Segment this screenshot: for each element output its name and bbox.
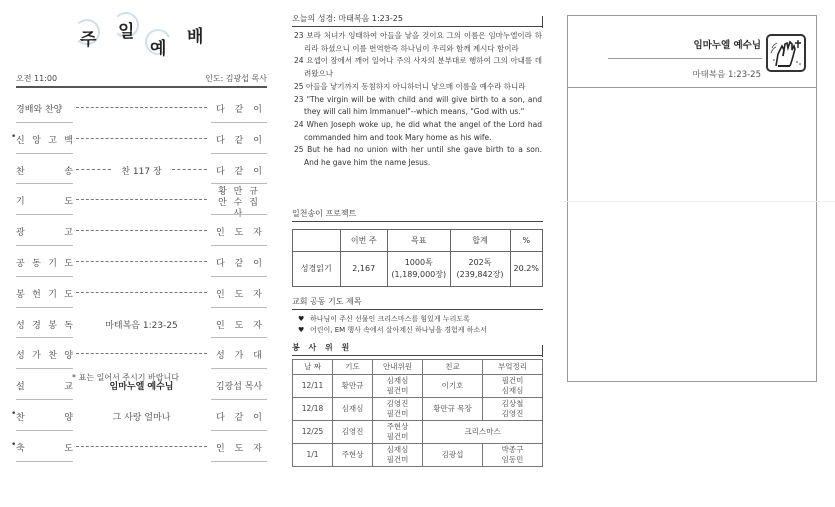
project-percent: 20.2% [510, 252, 543, 287]
verse: 25 아들을 낳기까지 동침하지 아니하더니 낳으매 이름을 예수라 하니라 [294, 81, 526, 91]
staff-table-header [293, 360, 543, 375]
service-time: 오전 11:00 [16, 74, 58, 83]
dashed-leader [76, 199, 207, 200]
order-responsible: 김광섭 목사 [215, 382, 263, 393]
staff-usher-name: 필건미 [386, 432, 409, 441]
order-responsible-char: 같 [234, 135, 244, 146]
project-header-cell: 목표 [388, 230, 451, 252]
order-responsible-char: 도 [234, 228, 244, 239]
order-row [16, 308, 267, 339]
service-leader: 인도: 김광섭 목사 [205, 74, 267, 83]
order-responsible-char: 같 [234, 105, 244, 115]
order-responsible-char: 같 [234, 412, 244, 423]
order-label-char: 송 [64, 166, 73, 177]
order-responsible [211, 410, 267, 423]
order-label [16, 194, 73, 207]
order-responsible-char: 다 [215, 135, 225, 146]
scripture-heading: 오늘의 성경: 마태복음 1:23-25 [292, 13, 543, 27]
staff-usher-name: 필건미 [386, 386, 409, 395]
order-row [11, 400, 267, 431]
standing-note: * 표는 일어서 주시기 바랍니다 [72, 373, 179, 382]
sermon-reference: 마태복음 1:23-25 [692, 70, 761, 80]
staff-header-cell: 부엌정리 [483, 360, 543, 375]
dashed-leader [76, 446, 207, 447]
order-row [16, 277, 267, 308]
order-responsible-line: 황 만 규 [218, 187, 260, 198]
order-row [11, 123, 267, 154]
order-label [16, 318, 73, 331]
staff-fellowship: 황만규 목장 [423, 398, 483, 421]
order-row [16, 338, 267, 369]
cover-divider [608, 58, 762, 59]
fold-line [560, 201, 835, 202]
staff-usher [373, 375, 423, 398]
project-this-week: 2,167 [340, 252, 388, 287]
order-label-char: 도 [64, 443, 73, 454]
order-responsible-char: 인 [215, 289, 225, 300]
staff-kitchen [483, 398, 543, 421]
staff-prayer: 김영진 [333, 421, 373, 444]
order-row [16, 215, 267, 246]
prayer-heading: 교회 공동 기도 제목 [292, 296, 543, 310]
staff-usher-name: 필건미 [386, 455, 409, 464]
project-row-label: 성경읽기 [293, 252, 341, 287]
dashed-leader [76, 292, 207, 293]
staff-usher [373, 421, 423, 444]
order-label-char: 봉 [48, 320, 57, 331]
verse: 25 But he had no union with her until she gave birth to a son. And he gave him the name Jesus. [294, 145, 542, 168]
order-responsible-char: 다 [215, 105, 225, 115]
staff-kitchen [483, 375, 543, 398]
order-responsible-char: 인 [215, 228, 225, 239]
title-char: 예 [150, 39, 167, 59]
staff-header-cell: 날 짜 [293, 360, 333, 375]
project-total [450, 252, 510, 287]
staff-usher-name: 김영진 [386, 399, 409, 408]
order-responsible-char: 대 [253, 351, 262, 362]
order-responsible-char: 다 [215, 166, 225, 177]
staff-kitchen [483, 444, 543, 467]
order-label-char: 성 [16, 320, 25, 331]
staff-row [293, 375, 543, 398]
order-responsible-char: 자 [253, 289, 262, 300]
order-label [16, 102, 73, 115]
title-char: 배 [187, 27, 204, 47]
staff-prayer: 주현상 [333, 444, 373, 467]
project-table [292, 229, 543, 287]
order-responsible [211, 318, 267, 331]
project-header-cell [293, 230, 341, 252]
dashed-leader [76, 107, 207, 108]
order-label [11, 408, 73, 423]
order-responsible-char: 도 [234, 443, 244, 454]
staff-kitchen-name: 김영진 [501, 409, 524, 418]
order-responsible-char: 가 [234, 351, 244, 362]
order-responsible-char: 도 [234, 320, 244, 331]
order-label-char: 설 [16, 382, 25, 393]
sermon-title: 임마누엘 예수님 [693, 40, 761, 51]
order-label-char: 백 [64, 135, 73, 146]
order-responsible-char: 같 [234, 166, 244, 177]
staff-row [293, 398, 543, 421]
order-label-char: 봉 [16, 289, 25, 300]
staff-usher-name: 심재심 [386, 445, 409, 454]
dashed-leader [76, 230, 207, 231]
staff-kitchen-name: 필건미 [501, 376, 524, 385]
order-label-char: 도 [64, 197, 73, 208]
order-row [16, 92, 267, 123]
order-label [16, 287, 73, 300]
project-goal [388, 252, 451, 287]
staff-date: 12/18 [293, 398, 333, 421]
order-label-char: 경배와 찬양 [16, 105, 63, 115]
staff-usher-name: 주현상 [386, 422, 409, 431]
staff-prayer: 심재심 [333, 398, 373, 421]
verse: 23 "The virgin will be with child and will give birth to a son, and they will call him Immanuel"--which means, "God with us." [294, 94, 542, 117]
staff-usher [373, 444, 423, 467]
staff-kitchen-name: 임동민 [501, 455, 524, 464]
heart-icon: ♥ [298, 315, 305, 323]
order-label [11, 131, 73, 146]
staff-fellowship: 김광섭 [423, 444, 483, 467]
order-responsible-char: 자 [253, 443, 262, 454]
order-responsible-char: 자 [253, 228, 262, 239]
info-panel [292, 0, 544, 507]
staff-kitchen-name: 심재심 [501, 386, 524, 395]
prayer-text: 어린이, EM 행사 속에서 살아계신 하나님을 경험케 하소서 [310, 326, 488, 334]
order-label-char: 기 [16, 197, 25, 208]
verse: 23 보라 처녀가 잉태하여 아들을 낳을 것이요 그의 이름은 임마누엘이라 하리라 하셨으니 이를 번역한즉 하나님이 우리와 함께 계시다 함이라 [294, 31, 542, 53]
staff-row [293, 444, 543, 467]
service-meta [16, 70, 267, 88]
praying-hands-icon [766, 34, 806, 72]
order-label [11, 439, 73, 454]
order-label-char: 신 [16, 135, 25, 146]
project-goal-main: 1000독 [404, 258, 433, 267]
order-responsible [211, 256, 267, 269]
order-row [16, 246, 267, 277]
order-responsible-char: 도 [234, 289, 244, 300]
order-responsible [211, 287, 267, 300]
order-row [11, 431, 267, 462]
dashed-leader [76, 353, 207, 354]
order-row [16, 184, 267, 220]
project-total-main: 202독 [468, 258, 492, 267]
order-responsible-char: 이 [253, 135, 262, 146]
order-label-char: 고 [64, 228, 73, 239]
order-label-char: 광 [16, 228, 25, 239]
order-responsible [211, 102, 267, 115]
order-row [16, 154, 267, 185]
standing-marker: • [11, 439, 17, 450]
row-underline [211, 461, 267, 462]
project-header-cell: 이번 주 [340, 230, 388, 252]
order-responsible-char: 다 [215, 412, 225, 423]
project-table-row [293, 252, 543, 287]
standing-marker: • [11, 131, 17, 142]
dashed-leader [76, 138, 207, 139]
order-middle-text: 그 사랑 얼마나 [112, 412, 171, 423]
order-list [11, 92, 267, 462]
order-middle-text: 임마누엘 예수님 [109, 382, 174, 393]
project-header-cell: 합계 [450, 230, 510, 252]
verse: 24 When Joseph woke up, he did what the angel of the Lord had commanded him and took Mary home as his wife. [294, 119, 542, 142]
order-label-char: 공 [16, 258, 25, 269]
order-responsible [211, 164, 267, 177]
prayer-item [298, 325, 543, 336]
order-label-char: 기 [48, 289, 57, 300]
staff-date: 1/1 [293, 444, 333, 467]
order-responsible-char: 이 [253, 258, 262, 269]
heart-icon: ♥ [298, 326, 305, 334]
project-heading: 일천송이 프로젝트 [292, 208, 543, 222]
staff-usher [373, 398, 423, 421]
prayer-list [298, 314, 543, 336]
cover-panel [567, 15, 817, 382]
order-label-char: 찬 [16, 412, 25, 423]
hymn-number: 찬 117 장 [121, 166, 162, 177]
order-label-char: 앙 [32, 135, 41, 146]
order-responsible [211, 441, 267, 454]
staff-header-cell: 안내위원 [373, 360, 423, 375]
order-label-char: 성 [16, 351, 25, 362]
order-responsible-char: 이 [253, 412, 262, 423]
order-middle-text: 마태복음 1:23-25 [105, 320, 178, 331]
staff-header-cell: 친교 [423, 360, 483, 375]
order-label-char: 경 [32, 320, 41, 331]
order-responsible-char: 다 [215, 258, 225, 269]
staff-usher-name: 심재심 [386, 376, 409, 385]
order-label-char: 양 [64, 351, 73, 362]
order-label [16, 225, 73, 238]
order-responsible-char: 인 [215, 320, 225, 331]
staff-date: 12/25 [293, 421, 333, 444]
order-label-char: 양 [64, 412, 73, 423]
order-responsible-char: 이 [253, 166, 262, 177]
project-total-sub: (239,842장) [456, 270, 504, 279]
order-responsible [211, 225, 267, 238]
worship-order-panel [0, 0, 280, 507]
cover-header [568, 16, 816, 88]
staff-fellowship: 이기호 [423, 375, 483, 398]
order-label-char: 독 [64, 320, 73, 331]
project-table-header [293, 230, 543, 252]
staff-heading: 봉 사 위 원 [292, 342, 543, 356]
service-title [70, 15, 240, 60]
row-underline [16, 461, 73, 462]
staff-kitchen-name: 박종구 [501, 445, 524, 454]
title-char: 일 [118, 22, 135, 42]
staff-date: 12/11 [293, 375, 333, 398]
verse: 24 요셉이 잠에서 깨어 일어나 주의 사자의 분부대로 행하여 그의 아내를 데려왔으나 [294, 56, 542, 79]
order-label-char: 헌 [32, 289, 41, 300]
order-responsible-char: 인 [215, 443, 225, 454]
staff-merged: 크리스마스 [423, 421, 543, 444]
prayer-item [298, 314, 543, 325]
staff-usher-name: 필건미 [386, 409, 409, 418]
order-label-char: 교 [64, 382, 73, 393]
order-responsible-char: 성 [215, 351, 225, 362]
order-label-char: 축 [16, 443, 25, 454]
order-responsible [211, 348, 267, 361]
order-label-char: 도 [64, 289, 73, 300]
order-label-char: 동 [32, 258, 41, 269]
staff-prayer: 황만규 [333, 375, 373, 398]
dashed-leader [76, 261, 207, 262]
order-label-char: 고 [48, 135, 57, 146]
order-label [16, 256, 73, 269]
title-char: 주 [80, 30, 97, 50]
staff-header-cell: 기도 [333, 360, 373, 375]
order-responsible-char: 자 [253, 320, 262, 331]
prayer-text: 하나님이 주신 선물인 크리스마스를 힘있게 누리도록 [310, 315, 470, 323]
order-responsible-char: 이 [253, 105, 262, 115]
order-label-char: 찬 [48, 351, 57, 362]
staff-row [293, 421, 543, 444]
scripture-verses [294, 30, 542, 170]
order-responsible-char: 같 [234, 258, 244, 269]
order-label-char: 도 [64, 258, 73, 269]
project-goal-sub: (1,189,000장) [391, 270, 447, 279]
order-label [16, 348, 73, 361]
order-label [16, 164, 73, 177]
project-header-cell: % [510, 230, 543, 252]
order-label-char: 찬 [16, 166, 25, 177]
staff-table [292, 359, 543, 467]
staff-kitchen-name: 김상철 [501, 399, 524, 408]
order-responsible [211, 133, 267, 146]
order-label-char: 기 [48, 258, 57, 269]
order-label-char: 가 [32, 351, 41, 362]
order-responsible-line: 안 수 집 사 [218, 198, 260, 220]
standing-marker: • [11, 408, 17, 419]
